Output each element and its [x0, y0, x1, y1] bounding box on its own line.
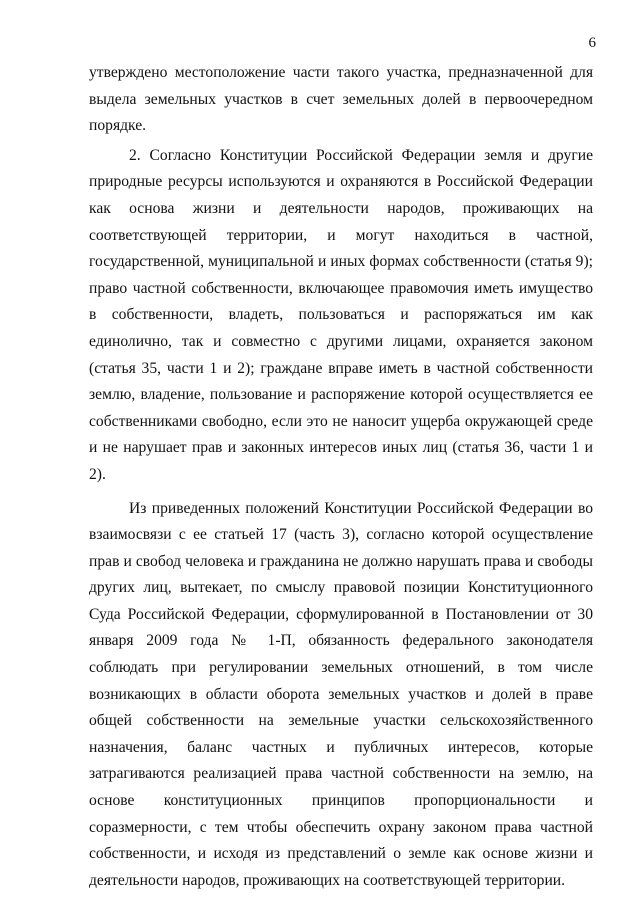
- paragraph-constitution-interpretation: Из приведенных положений Конституции Российской Федерации во взаимосвязи с ее статьей 17 (часть 3), согласно которой осуществление прав и свобод человека и гражданина не должно нарушать права и свободы других лиц, вытекает, по смыслу правовой позиции Конституционного Суда Российской Федерации, сформулированной в Постановлении от 30 января 2009 года № 1-П, обязанность федерального законодателя соблюдать при регулировании земельных отношений, в том числе возникающих в области оборота земельных участков и долей в праве общей собственности на земельные участки сельскохозяйственного назначения, баланс частных и публичных интересов, которые затрагиваются реализацией права частной собственности на землю, на основе конституционных принципов пропорциональности и соразмерности, с тем чтобы обеспечить охрану законом права частной собственности, и исходя из представлений о земле как основе жизни и деятельности народов, проживающих на соответствующей территории.: [89, 499, 593, 889]
- paragraph-section-2: 2. Согласно Конституции Российской Федерации земля и другие природные ресурсы используются и охраняются в Российской Федерации как основа жизни и деятельности народов, проживающих на соответствующей территории, и могут находиться в частной, государственной, муниципальной и иных формах собственности (статья 9); право частной собственности, включающее правомочия иметь имущество в собственности, владеть, пользоваться и распоряжаться им как единолично, так и совместно с другими лицами, охраняется законом (статья 35, части 1 и 2); граждане вправе иметь в частной собственности землю, владение, пользование и распоряжение которой осуществляется ее собственниками свободно, если это не наносит ущерба окружающей среде и не нарушает прав и законных интересов иных лиц (статья 36, части 1 и 2).: [89, 146, 593, 483]
- page-number: 6: [588, 35, 596, 51]
- paragraph-continuation: утверждено местоположение части такого участка, предназначенной для выдела земельных участков в счет земельных долей в первоочередном порядке.: [89, 64, 593, 135]
- document-body: [89, 60, 593, 894]
